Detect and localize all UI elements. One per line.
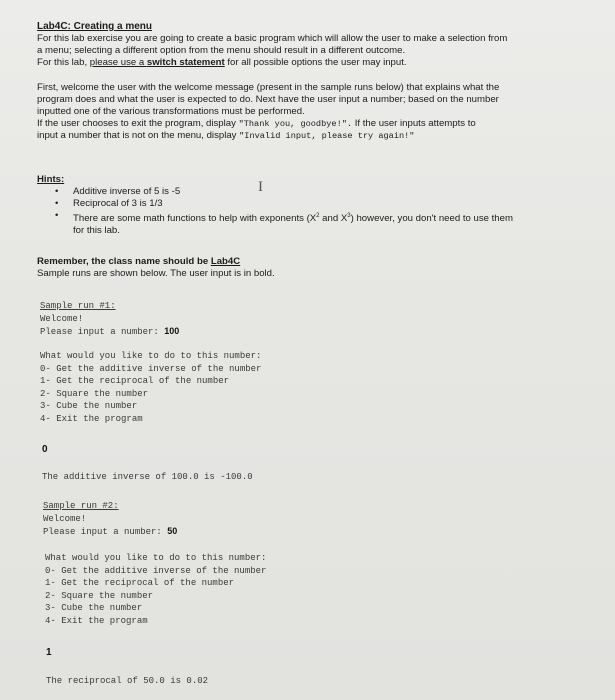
sample-run-2-result-text: The reciprocal of 50.0 is 0.02 — [46, 676, 209, 686]
instructions-section — [37, 82, 607, 142]
sample-run-2-prompt-text: Please input a number: — [43, 527, 168, 537]
menu-option: 1- Get the reciprocal of the number — [45, 578, 235, 588]
sample-run-1-prompt — [40, 325, 600, 339]
intro-line-3-suffix: for all possible options the user may input. — [224, 57, 407, 68]
sample-run-1-welcome: Welcome! — [40, 313, 84, 324]
hint-item-3-line-2: for this lab. — [73, 225, 120, 237]
sample-run-1 — [40, 300, 600, 339]
sample-run-2-result — [46, 675, 606, 688]
invalid-input-message: "Invalid input, please try again!" — [239, 131, 415, 141]
hint-item — [37, 198, 607, 210]
remember-section — [37, 256, 607, 280]
hint-item — [37, 186, 607, 198]
sample-run-1-result-text: The additive inverse of 100.0 is -100.0 — [42, 472, 253, 482]
sample-run-2-heading: Sample run #2: — [43, 501, 119, 511]
instructions-line-4 — [37, 118, 607, 130]
sample-run-2-prompt — [43, 525, 603, 539]
sample-run-2-welcome: Welcome! — [43, 513, 87, 524]
sample-run-1-prompt-text: Please input a number: — [40, 327, 165, 337]
menu-option: 0- Get the additive inverse of the number — [45, 565, 267, 576]
hint-item-1-text: Additive inverse of 5 is -5 — [73, 186, 181, 197]
sample-run-1-user-input: 100 — [164, 326, 180, 336]
instructions-line-5-prefix: input a number that is not on the menu, display — [37, 130, 240, 141]
remember-prefix: Remember, the class name should be — [37, 256, 211, 267]
sample-run-1-heading: Sample run #1: — [40, 301, 116, 311]
sample-run-2 — [43, 500, 603, 539]
intro-line-1: For this lab exercise you are going to create a basic program which will allow the user to make a selection from — [37, 33, 508, 44]
thank-you-message: "Thank you, goodbye!". — [238, 119, 353, 129]
hint-superscript-2: 2 — [316, 213, 320, 219]
hint-item — [37, 210, 607, 237]
menu-option: 3- Cube the number — [45, 603, 143, 613]
instructions-line-1: First, welcome the user with the welcome message (present in the sample runs below) that explains what the — [37, 82, 500, 93]
menu-option: 2- Square the number — [45, 590, 154, 601]
intro-line-3-underlined: please use a — [89, 57, 147, 68]
hints-heading: Hints: — [37, 174, 65, 185]
menu-question: What would you like to do to this number: — [40, 351, 262, 361]
hints-section — [37, 174, 607, 237]
instructions-line-4-prefix: If the user chooses to exit the program, display — [37, 118, 239, 129]
intro-section — [37, 21, 607, 69]
instructions-line-4-suffix: If the user inputs attempts to — [352, 118, 476, 129]
hint-item-3-a: There are some math functions to help with exponents (X — [73, 213, 317, 225]
hint-item-3-c: ) however, you don't need to use them — [350, 213, 513, 225]
menu-option: 4- Exit the program — [45, 615, 148, 626]
hint-item-3-b: and X — [319, 213, 348, 225]
intro-line-3 — [37, 57, 607, 69]
instructions-line-3: inputted one of the various transformations must be performed. — [37, 106, 305, 117]
text-cursor-icon: I — [258, 179, 263, 195]
sample-run-2-user-input: 50 — [167, 526, 178, 536]
menu-option: 1- Get the reciprocal of the number — [40, 376, 230, 386]
sample-run-1-choice: 0 — [42, 444, 48, 455]
sample-run-1-result — [42, 471, 602, 484]
sample-run-2-menu — [45, 552, 605, 627]
sample-run-2-choice: 1 — [46, 647, 52, 658]
menu-option: 0- Get the additive inverse of the number — [40, 363, 262, 374]
menu-option: 3- Cube the number — [40, 401, 138, 411]
menu-question: What would you like to do to this number: — [45, 553, 267, 563]
hints-list — [37, 186, 607, 237]
remember-line-2: Sample runs are shown below. The user input is in bold. — [37, 268, 275, 279]
switch-statement-text: switch statement — [146, 57, 225, 68]
class-name: Lab4C — [210, 256, 241, 267]
hint-item-2-text: Reciprocal of 3 is 1/3 — [73, 198, 163, 209]
instructions-line-2: program does and what the user is expected to do. Next have the user input a number; based on the number — [37, 94, 499, 105]
remember-line-1 — [37, 256, 607, 268]
hint-superscript-3: 3 — [347, 213, 351, 219]
instructions-line-5 — [37, 130, 607, 142]
lab-title: Lab4C: Creating a menu — [37, 21, 153, 32]
intro-line-3-prefix: For this lab, — [37, 57, 90, 68]
menu-option: 4- Exit the program — [40, 413, 143, 424]
menu-option: 2- Square the number — [40, 388, 149, 399]
sample-run-1-menu — [40, 350, 600, 425]
intro-line-2: a menu; selecting a different option from the menu should result in a different outcome. — [37, 45, 406, 56]
